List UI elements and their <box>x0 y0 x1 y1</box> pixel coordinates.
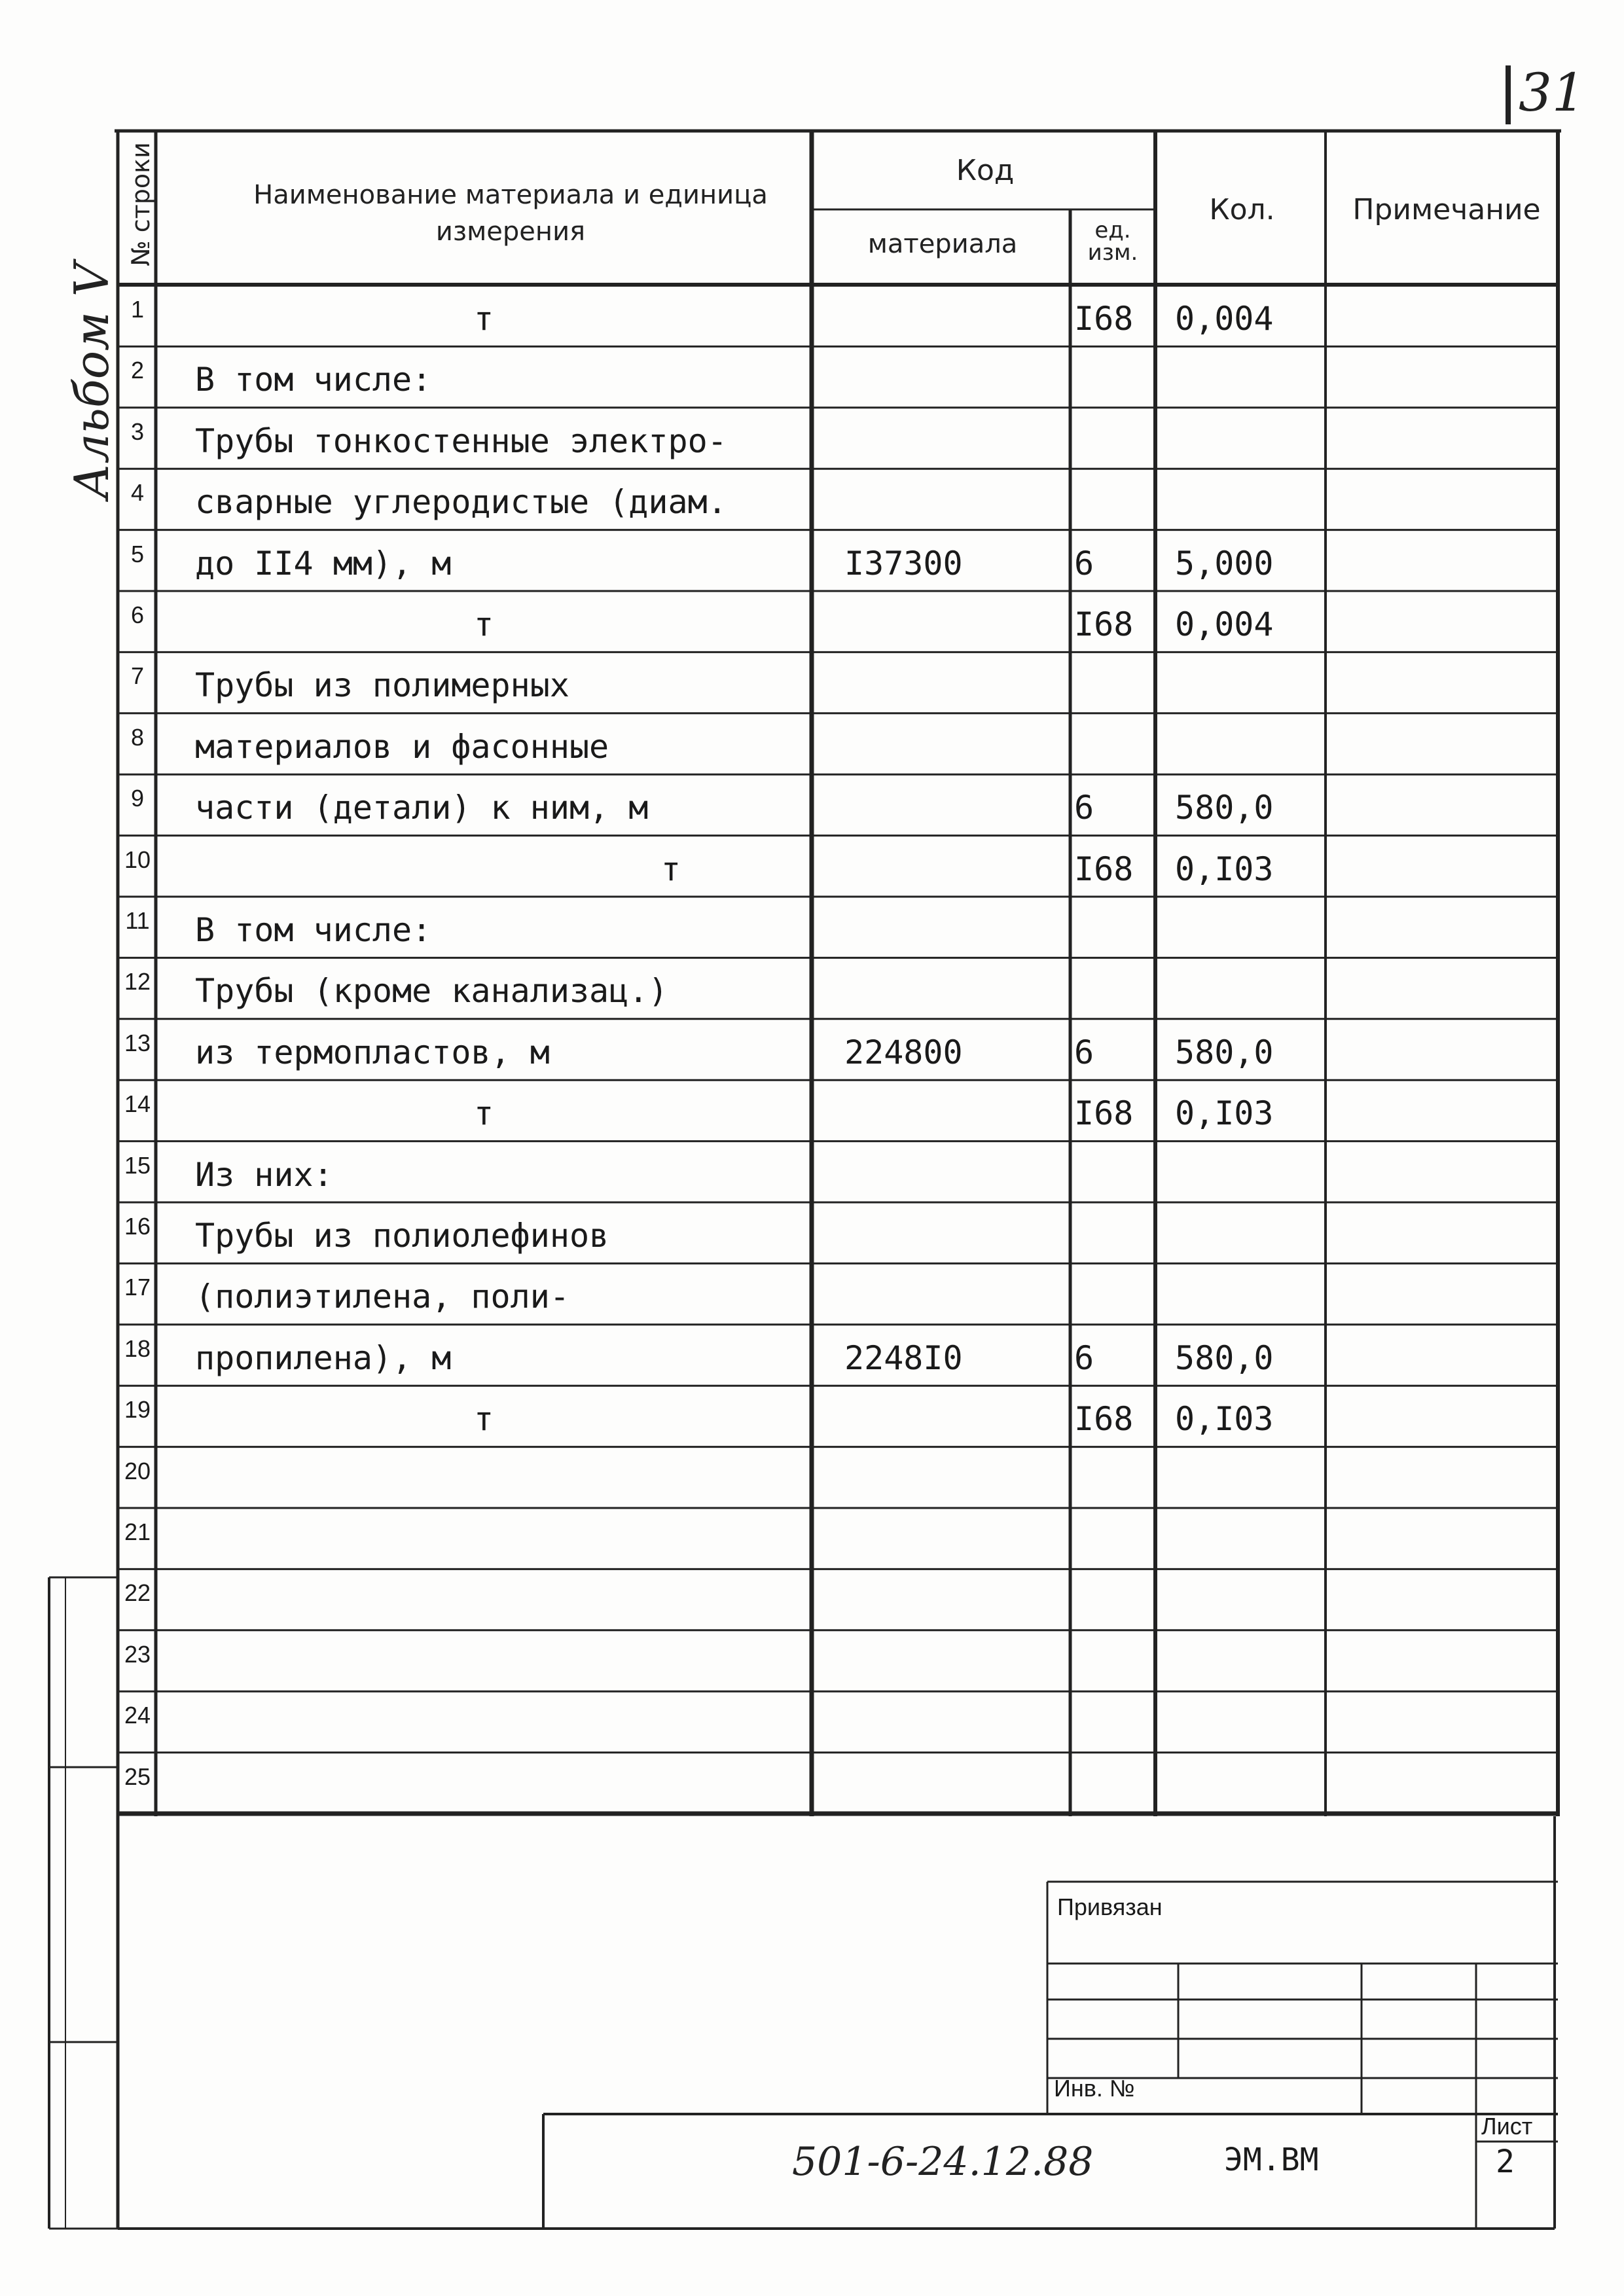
row-material-name: т <box>473 1400 494 1439</box>
row-number: 22 <box>124 1579 151 1607</box>
row-number: 11 <box>125 907 150 934</box>
header-row-no: № строки <box>126 142 155 266</box>
row-material-name: т <box>473 1094 494 1133</box>
row-material-name: пропилена), м <box>195 1338 452 1377</box>
row-unit-code: I68 <box>1074 300 1134 338</box>
row-material-name: до II4 мм), м <box>195 544 452 583</box>
row-material-name: В том числе: <box>195 361 432 399</box>
row-material-name: Трубы из полимерных <box>195 666 569 705</box>
row-number: 23 <box>124 1640 151 1668</box>
row-unit-code: I68 <box>1074 605 1134 643</box>
row-material-name: (полиэтилена, поли- <box>195 1278 569 1316</box>
row-material-name: т <box>660 850 681 888</box>
header-note: Примечание <box>1352 193 1541 226</box>
row-unit-code: I68 <box>1074 850 1134 888</box>
page-number: 31 <box>1519 62 1585 123</box>
row-material-name: материалов и фасонные <box>195 727 609 766</box>
row-number: 16 <box>124 1213 151 1240</box>
row-unit-code: 6 <box>1074 1338 1094 1377</box>
row-number: 15 <box>124 1151 151 1179</box>
bound-label: Привязан <box>1057 1893 1163 1920</box>
document-type: ЭМ.ВМ <box>1224 2142 1319 2178</box>
row-material-name: В том числе: <box>195 911 432 949</box>
header-unit: ед. изм. <box>1087 217 1138 266</box>
row-unit-code: 6 <box>1074 1033 1094 1071</box>
header-material-name: Наименование материала и единица измерения <box>253 180 768 247</box>
row-number: 19 <box>124 1396 151 1424</box>
header-code: Код <box>956 154 1015 187</box>
row-number: 18 <box>124 1335 151 1362</box>
row-material-name: Трубы тонкостенные электро- <box>195 422 727 460</box>
document-code: 501-6-24.12.88 <box>792 2139 1094 2185</box>
row-quantity: 0,I03 <box>1175 850 1274 888</box>
row-number: 6 <box>130 601 145 628</box>
row-number: 5 <box>130 540 145 567</box>
row-unit-code: 6 <box>1074 789 1094 827</box>
row-quantity: 5,000 <box>1175 544 1274 583</box>
row-number: 4 <box>130 479 145 507</box>
row-material-name: Трубы из полиолефинов <box>195 1217 609 1255</box>
row-material-name: Трубы (кроме канализац.) <box>195 972 668 1011</box>
row-number: 9 <box>130 785 145 812</box>
row-number: 3 <box>130 418 145 445</box>
row-material-name: Из них: <box>195 1155 333 1194</box>
row-quantity: 580,0 <box>1175 789 1274 827</box>
row-number: 14 <box>124 1090 151 1118</box>
row-material-code: 2248I0 <box>844 1338 963 1377</box>
row-material-name: т <box>473 605 494 643</box>
row-number: 20 <box>124 1457 151 1484</box>
row-quantity: 0,004 <box>1175 300 1274 338</box>
row-number: 2 <box>130 357 145 384</box>
row-number: 10 <box>124 846 151 873</box>
row-material-name: из термопластов, м <box>195 1033 550 1071</box>
header-qty: Кол. <box>1209 193 1275 226</box>
row-number: 25 <box>124 1763 151 1790</box>
row-quantity: 580,0 <box>1175 1033 1274 1071</box>
row-material-code: I37300 <box>844 544 963 583</box>
row-unit-code: 6 <box>1074 544 1094 583</box>
row-number: 24 <box>124 1702 151 1729</box>
row-number: 12 <box>124 968 151 996</box>
sheet-label: Лист <box>1481 2113 1533 2140</box>
sheet-number: 2 <box>1496 2144 1515 2180</box>
row-number: 8 <box>130 723 145 751</box>
row-material-name: сварные углеродистые (диам. <box>195 483 727 522</box>
row-quantity: 0,I03 <box>1175 1400 1274 1439</box>
row-quantity: 0,004 <box>1175 605 1274 643</box>
row-number: 13 <box>124 1029 151 1056</box>
row-quantity: 0,I03 <box>1175 1094 1274 1133</box>
inv-label: Инв. № <box>1054 2075 1135 2102</box>
row-unit-code: I68 <box>1074 1400 1134 1439</box>
row-number: 21 <box>124 1518 151 1545</box>
row-material-code: 224800 <box>844 1033 963 1071</box>
row-number: 7 <box>130 662 145 690</box>
row-number: 1 <box>130 296 145 323</box>
row-number: 17 <box>124 1274 151 1301</box>
row-material-name: части (детали) к ним, м <box>195 789 649 827</box>
row-unit-code: I68 <box>1074 1094 1134 1133</box>
row-material-name: т <box>473 300 494 338</box>
header-material: материала <box>867 229 1018 259</box>
album-label: Альбом V <box>64 262 119 499</box>
row-quantity: 580,0 <box>1175 1338 1274 1377</box>
